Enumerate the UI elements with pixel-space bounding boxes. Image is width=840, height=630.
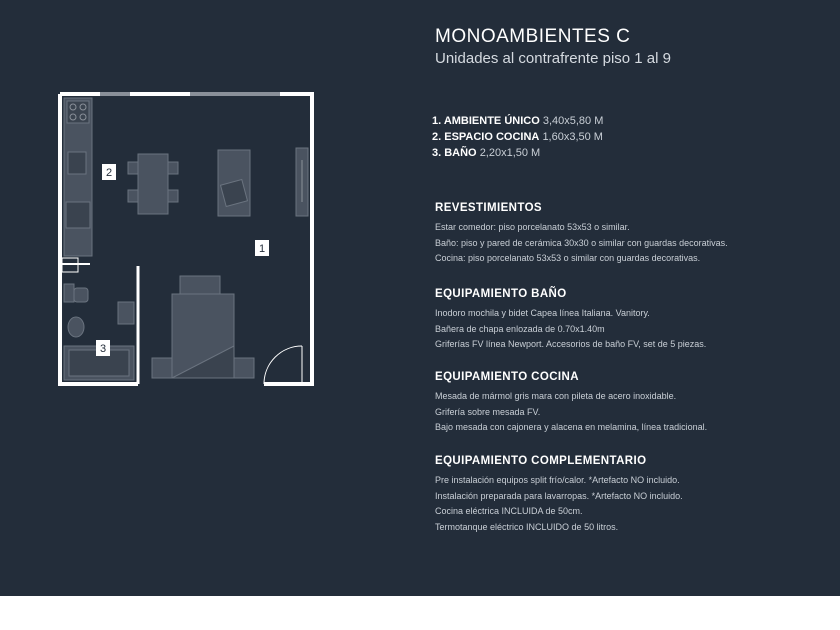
room-item [432, 145, 603, 161]
section-title: REVESTIMIENTOS [435, 202, 542, 214]
sofa [218, 150, 250, 216]
room-name: 3. BAÑO [432, 147, 477, 159]
section-line: Bajo mesada con cajonera y alacena en melamina, línea tradicional. [435, 422, 708, 433]
room-size: 2,20x1,50 M [479, 147, 541, 159]
section-line: Inodoro mochila y bidet Capea línea Italiana. Vanitory. [435, 308, 650, 318]
section-line: Grifería sobre mesada FV. [435, 406, 541, 417]
section-line: Baño: piso y pared de cerámica 30x30 o similar con guardas decorativas. [435, 237, 728, 248]
room-size: 1,60x3,50 M [542, 131, 603, 143]
windows [100, 92, 280, 96]
room-list [432, 113, 603, 161]
section-line: Griferías FV línea Newport. Accesorios de baño FV, set de 5 piezas. [435, 339, 707, 350]
section-line: Estar comedor: piso porcelanato 53x53 o similar. [435, 222, 630, 232]
bed [152, 276, 254, 378]
room-tag-3: 3 [99, 343, 107, 355]
page-title: MONOAMBIENTES C [435, 26, 631, 47]
section-line: Cocina: piso porcelanato 53x53 o similar con guardas decorativas. [435, 253, 701, 264]
section-title: EQUIPAMIENTO COMPLEMENTARIO [435, 455, 647, 467]
section-revestimientos [435, 202, 728, 267]
section-equipamiento-bano [435, 288, 706, 353]
section-title: EQUIPAMIENTO COCINA [435, 371, 579, 383]
section-title: EQUIPAMIENTO BAÑO [435, 288, 567, 300]
page-subtitle: Unidades al contrafrente piso 1 al 9 [435, 50, 671, 67]
room-item [432, 113, 603, 129]
bathroom-fixtures [64, 284, 134, 380]
room-tag-2: 2 [105, 167, 113, 179]
entry-door [264, 346, 302, 384]
room-size: 3,40x5,80 M [542, 115, 604, 127]
floor-plan [40, 84, 330, 394]
room-name: 2. ESPACIO COCINA [432, 131, 540, 143]
section-line: Mesada de mármol gris mara con pileta de acero inoxidable. [435, 391, 677, 401]
section-line: Pre instalación equipos split frío/calor. *Artefacto NO incluido. [435, 475, 680, 485]
section-equipamiento-complementario [435, 455, 683, 535]
section-line: Instalación preparada para lavarropas. *Artefacto NO incluido. [435, 490, 683, 501]
room-name: 1. AMBIENTE ÚNICO [432, 115, 540, 127]
section-equipamiento-cocina [435, 371, 707, 436]
kitchen-counter [64, 98, 92, 256]
room-item [432, 129, 603, 145]
room-tag-1: 1 [258, 243, 266, 255]
dining-table [128, 154, 178, 214]
section-line: Cocina eléctrica INCLUIDA de 50cm. [435, 506, 583, 517]
section-line: Bañera de chapa enlozada de 0.70x1.40m [435, 323, 605, 334]
section-line: Termotanque eléctrico INCLUIDO de 50 litros. [435, 521, 619, 532]
